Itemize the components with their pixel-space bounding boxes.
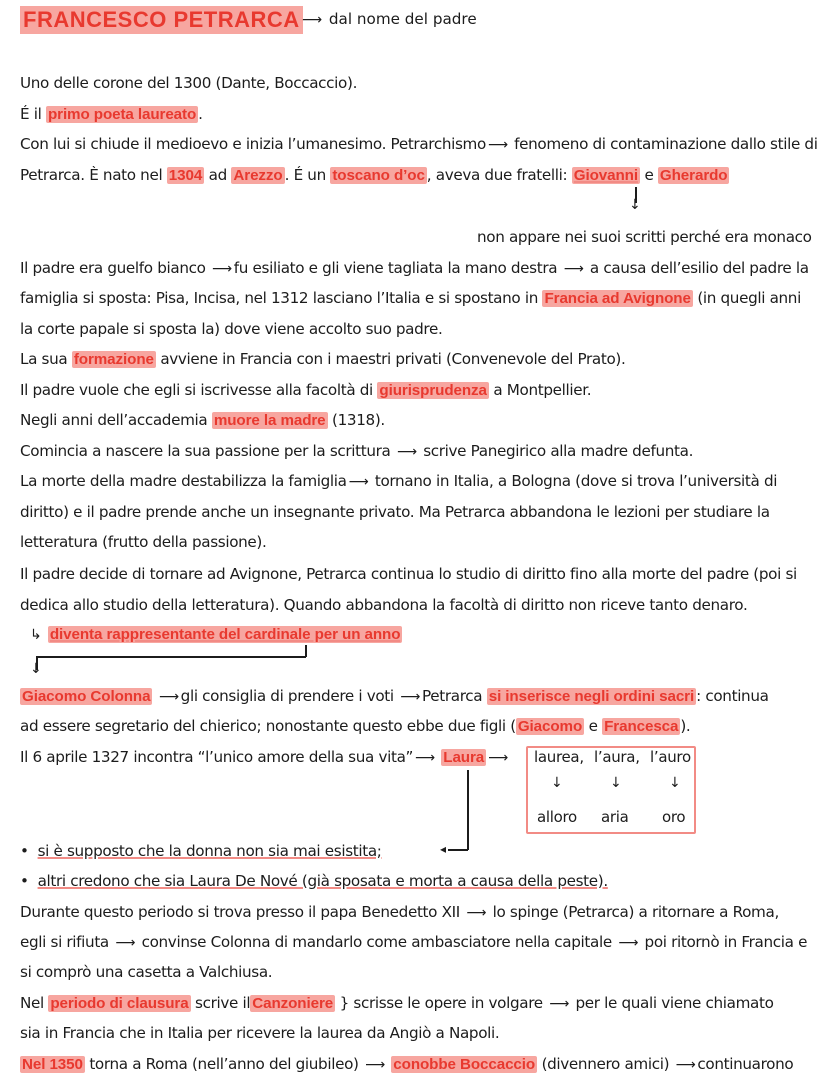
text-line: si comprò una casetta a Valchiusa. <box>20 963 273 981</box>
text-line: ad essere segretario del chierico; nonostante questo ebbe due figli ( Giacomo e Francesca ). <box>20 717 691 735</box>
box-word: l’auro <box>650 748 691 766</box>
text-line: Nel 1350 torna a Roma (nell’anno del giubileo) ⟶ conobbe Boccaccio (divennero amici) ⟶ continuarono <box>22 1055 794 1073</box>
text-line: Comincia a nascere la sua passione per la scrittura ⟶ scrive Panegirico alla madre defunta. <box>20 442 694 460</box>
text-line: La sua formazione avviene in Francia con i maestri privati (Convenevole del Prato). <box>20 350 626 368</box>
arrow-icon: ⟶ <box>212 261 232 277</box>
connector-line <box>36 656 306 658</box>
text-line: non appare nei suoi scritti perché era monaco <box>477 228 812 246</box>
highlight: 1304 <box>168 167 203 184</box>
text-line: diritto) e il padre prende anche un insegnante privato. Ma Petrarca abbandona le lezioni per studiare la <box>20 503 770 521</box>
text-line <box>28 623 402 646</box>
text-line: Negli anni dell’accademia muore la madre (1318). <box>20 411 385 429</box>
down-arrow-icon: ↓ <box>610 775 622 791</box>
arrow-icon: ⟶ <box>488 750 508 766</box>
highlight: Francesca <box>604 718 679 735</box>
down-arrow-icon: ↓ <box>551 775 563 791</box>
arrow-icon: ⟶ <box>302 12 323 28</box>
text-line: egli si rifiuta ⟶ convinse Colonna di mandarlo come ambasciatore nella capitale ⟶ poi ritornò in Francia e <box>20 933 808 951</box>
arrow-icon: ⟶ <box>563 261 584 277</box>
text-line: La morte della madre destabilizza la famiglia ⟶ tornano in Italia, a Bologna (dove si trova l’università di <box>20 472 778 490</box>
highlight: Giovanni <box>573 167 638 184</box>
highlight: si inserisce negli ordini sacri <box>488 688 695 705</box>
list-item: • si è supposto che la donna non sia mai esistita; <box>20 842 382 860</box>
highlight: giurisprudenza <box>379 382 487 399</box>
text-line: Il 6 aprile 1327 incontra “l’unico amore della sua vita” ⟶ Laura ⟶ <box>20 748 508 766</box>
text-line: É il primo poeta laureato . <box>20 105 203 123</box>
connector-line <box>448 849 468 851</box>
text-line: famiglia si sposta: Pisa, Incisa, nel 1312 lasciano l’Italia e si spostano in Francia ad Avignone (in quegli anni <box>20 289 801 307</box>
arrow-icon: ⟶ <box>549 996 569 1012</box>
left-arrow-icon: ◂ <box>440 842 447 856</box>
highlight: periodo di clausura <box>50 995 189 1012</box>
down-arrow-icon: ↓ <box>30 661 42 677</box>
arrow-icon: ⟶ <box>487 137 508 153</box>
box-word: alloro <box>537 808 577 826</box>
arrow-icon: ⟶ <box>396 444 417 460</box>
highlight: Gherardo <box>659 167 728 184</box>
text-line: dedica allo studio della letteratura). Quando abbandona la facoltà di diritto non riceve tanto denaro. <box>20 596 748 614</box>
arrow-icon: ⟶ <box>158 689 179 705</box>
list-item: • altri credono che sia Laura De Nové (già sposata e morta a causa della peste). <box>20 872 608 890</box>
text-line: Con lui si chiude il medioevo e inizia l’umanesimo. Petrarchismo ⟶ fenomeno di contaminazione dallo stile di <box>20 135 818 153</box>
arrow-icon: ⟶ <box>618 935 639 951</box>
highlight: toscano d’oc <box>332 167 425 184</box>
arrow-icon: ⟶ <box>115 935 136 951</box>
arrow-icon: ⟶ <box>466 905 487 921</box>
connector-line <box>467 770 469 850</box>
highlight: Giacomo Colonna <box>22 688 151 705</box>
corner-arrow-icon: ↳ <box>30 627 42 643</box>
box-word: laurea, <box>534 748 584 766</box>
down-arrow-icon: ↓ <box>629 197 641 213</box>
box-word: aria <box>601 808 629 826</box>
arrow-icon: ⟶ <box>415 750 435 766</box>
highlight: formazione <box>73 351 154 368</box>
down-arrow-icon: ↓ <box>669 775 681 791</box>
text-line: Il padre decide di tornare ad Avignone, Petrarca continua lo studio di diritto fino alla morte del padre (poi si <box>20 565 797 583</box>
highlight: Nel 1350 <box>22 1056 83 1073</box>
highlight: Arezzo <box>233 167 283 184</box>
text-line: Uno delle corone del 1300 (Dante, Boccaccio). <box>20 74 358 92</box>
arrow-icon: ⟶ <box>675 1057 696 1073</box>
text-line: Nel periodo di clausura scrive il Canzoniere } scrisse le opere in volgare ⟶ per le quali viene chiamato <box>20 994 774 1012</box>
text-line: Petrarca. È nato nel 1304 ad Arezzo . É un toscano d’oc , aveva due fratelli: Giovanni e Gherardo <box>20 166 728 184</box>
text-line: Durante questo periodo si trova presso il papa Benedetto XII ⟶ lo spinge (Petrarca) a ritornare a Roma, <box>20 903 779 921</box>
title-note: ⟶ dal nome del padre <box>302 10 477 28</box>
highlight: Francia ad Avignone <box>544 290 691 307</box>
arrow-icon: ⟶ <box>365 1057 385 1073</box>
highlight: diventa rappresentante del cardinale per un anno <box>49 626 401 643</box>
box-word: oro <box>662 808 686 826</box>
box-word: l’aura, <box>594 748 640 766</box>
highlight: primo poeta laureato <box>47 106 197 123</box>
text-line: sia in Francia che in Italia per ricevere la laurea da Angiò a Napoli. <box>20 1024 500 1042</box>
highlight: Laura <box>443 749 485 766</box>
page-title: FRANCESCO PETRARCA <box>20 6 303 34</box>
highlight: Canzoniere <box>252 995 334 1012</box>
text-line: Il padre era guelfo bianco ⟶ fu esiliato e gli viene tagliata la mano destra ⟶ a causa dell’esilio del padre la <box>20 259 809 277</box>
text-line: letteratura (frutto della passione). <box>20 533 267 551</box>
highlight: muore la madre <box>213 412 326 429</box>
text-line: Giacomo Colonna ⟶ gli consiglia di prendere i voti ⟶ Petrarca si inserisce negli ordini sacri : continua <box>22 687 769 705</box>
text-line: Il padre vuole che egli si iscrivesse alla facoltà di giurisprudenza a Montpellier. <box>20 381 592 399</box>
highlight: Giacomo <box>517 718 583 735</box>
highlight: conobbe Boccaccio <box>393 1056 536 1073</box>
arrow-icon: ⟶ <box>400 689 420 705</box>
text-line: la corte papale si sposta la) dove viene accolto suo padre. <box>20 320 443 338</box>
arrow-icon: ⟶ <box>348 474 369 490</box>
